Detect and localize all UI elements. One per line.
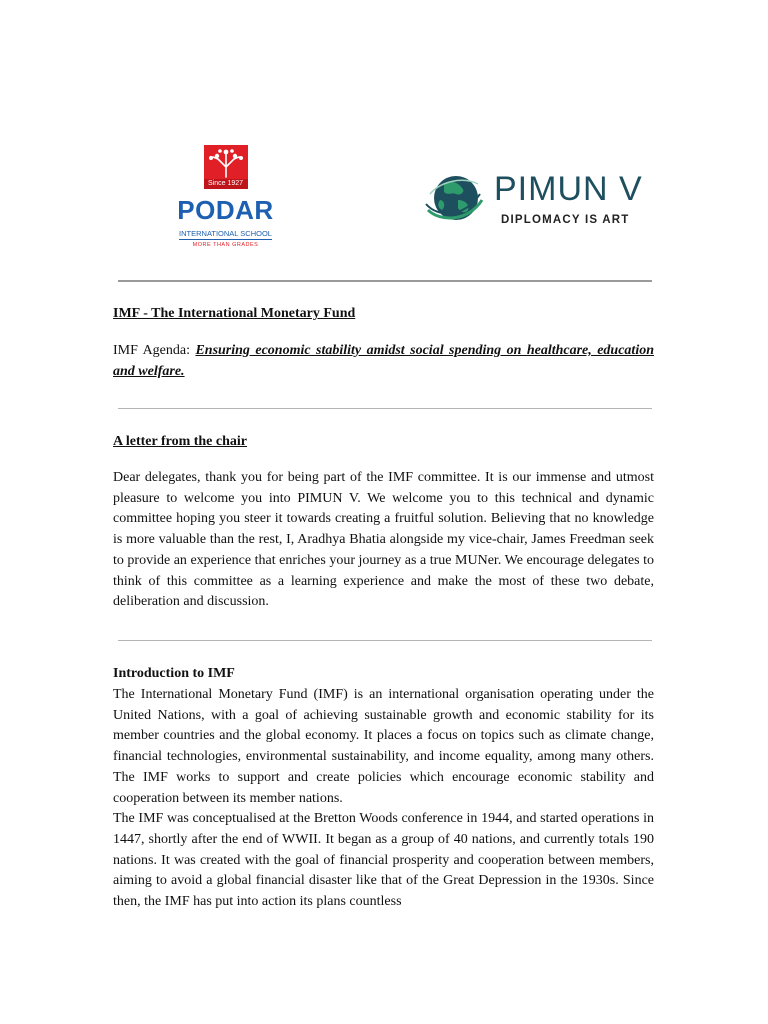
podar-tagline: MORE THAN GRADES	[192, 242, 259, 248]
letter-body: Dear delegates, thank you for being part of the IMF committee. It is our immense and utmost pleasure to welcome you into PIMUN V. We welcome you to this technical and dynamic committee hoping you steer it towards creating a fruitful solution. Believing that no knowledge is more valuable than the rest, I, Aradhya Bhatia alongside my vice-chair, James Freedman seek to provide an experience that enriches your journey as a true MUNer. We encourage delegates to think of this committee as a learning experience and make the most of these two debate, deliberation and discussion.	[113, 470, 654, 610]
pimun-tagline: DIPLOMACY IS ART	[501, 214, 630, 226]
agenda-value: Ensuring economic stability amidst social spending on healthcare, education and welfare.	[113, 343, 654, 379]
intro-paragraph: The International Monetary Fund (IMF) is an international organisation operating under the United Nations, with a goal of achieving sustainable growth and economic stability for its member countries and the global economy. It places a focus on topics such as climate change, financial technologies, environmental sustainability, and income equality, among many others. The IMF works to support and create policies which encourage economic stability and cooperation between its member nations.	[113, 687, 654, 806]
committee-heading: IMF - The International Monetary Fund	[113, 306, 356, 321]
podar-logo	[168, 145, 283, 250]
podar-subtitle: INTERNATIONAL SCHOOL	[179, 229, 272, 238]
globe-icon	[422, 170, 486, 230]
letter-heading: A letter from the chair	[113, 434, 247, 449]
podar-name: PODAR	[177, 195, 274, 225]
intro-paragraph: The IMF was conceptualised at the Bretton Woods conference in 1944, and started operations in 1447, shortly after the end of WWII. It began as a group of 40 nations, and currently totals 190 nations. It was created with the goal of financial prosperity and cooperation between members, aiming to avoid a global financial disaster like that of the Great Depression in the 1930s. Since then, the IMF has put into action its plans countless	[113, 811, 654, 910]
podar-tree-emblem-icon	[204, 145, 248, 189]
pimun-title: PIMUN V	[494, 170, 643, 208]
divider	[118, 408, 652, 409]
divider	[118, 640, 652, 641]
pimun-logo	[422, 170, 662, 230]
intro-heading: Introduction to IMF	[113, 666, 235, 681]
agenda-label: IMF Agenda:	[113, 343, 190, 358]
agenda	[113, 341, 654, 382]
podar-since: Since 1927	[204, 179, 248, 189]
intro-body	[113, 685, 654, 913]
divider	[118, 280, 652, 282]
